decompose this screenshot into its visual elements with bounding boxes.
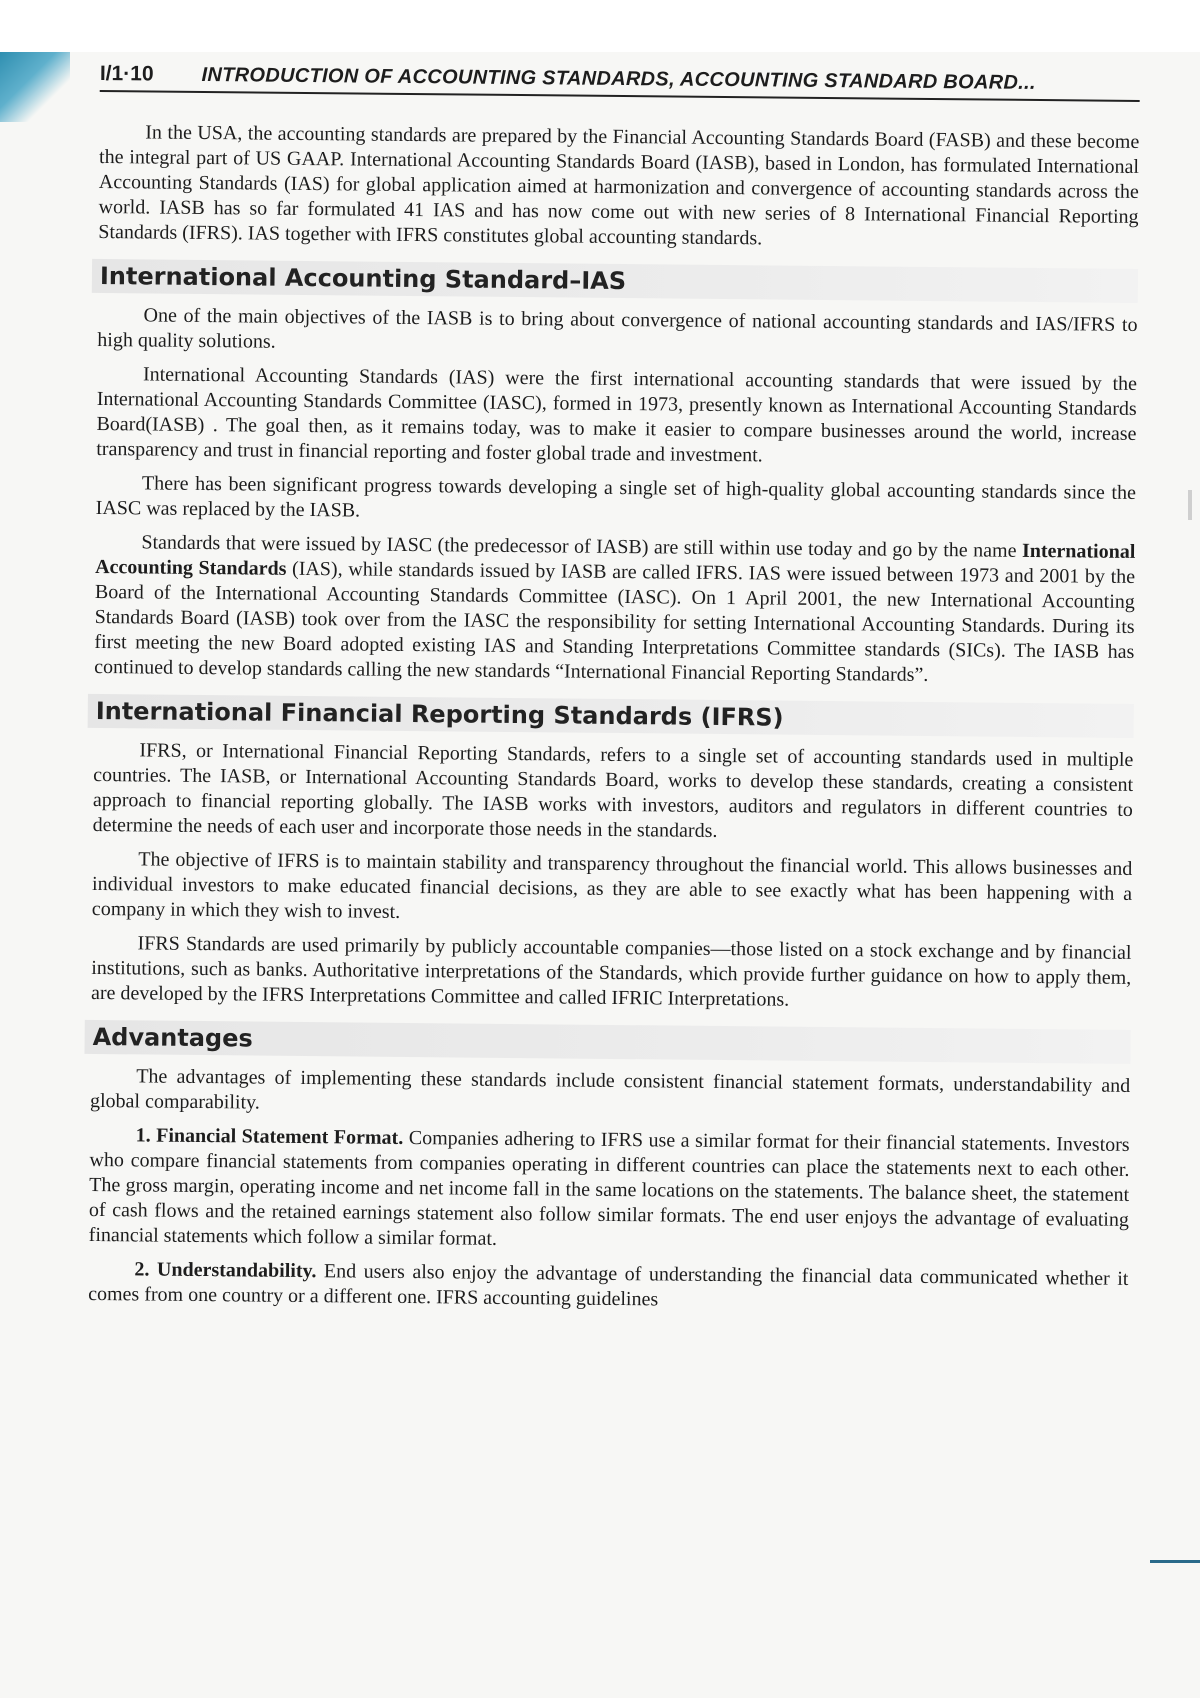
item-text: End users also enjoy the advantage of understanding the financial data communicated whether it comes from one country or a different one. IFRS accounting guidelines	[88, 1260, 1129, 1311]
ias-p4-bold-term: International Accounting Standards	[95, 539, 1136, 580]
ias-paragraph-4	[94, 530, 1135, 690]
intro-paragraph: In the USA, the accounting standards are prepared by the Financial Accounting Standards Board (FASB) and these become the integral part of US GAAP. International Accounting Standards Board (IASB), based in London, has formulated International Accounting Standards (IAS) for global application aimed at harmonization and convergence of accounting standards across the world. IASB has so far formulated 41 IAS and has now come out with new series of 8 International Financial Reporting Standards (IFRS). IAS together with IFRS constitutes global accounting standards.	[98, 121, 1140, 250]
item-title: Financial Statement Format.	[156, 1124, 404, 1149]
page-corner-shadow	[0, 52, 70, 122]
book-page	[88, 62, 1140, 1326]
item-text: Companies adhering to IFRS use a similar format for their financial statements. Investors who compare financial statements from companies operating in different countries can place the statements next to each other. The gross margin, operating income and net income fall in the same locations on the statements. The balance sheet, the statement of cash flows and the retained earnings statement also follow similar formats. The end user enjoys the advantage of evaluating financial statements which follow a similar format.	[88, 1126, 1130, 1250]
ias-paragraph-2: International Accounting Standards (IAS) were the first international accounting standards that were issued by the International Accounting Standards Committee (IASC), formed in 1973, presently known as International Accounting Standards Board(IASB) . The goal then, as it remains today, was to make it easier to compare businesses around the world, increase transparency and trust in financial reporting and foster global trade and investment.	[96, 363, 1138, 467]
ias-p4-rest: (IAS), while standards issued by IASB are called IFRS. IAS were issued between 1973 and 2001 by the Board of the International Accounting Standards Committee (IASC). On 1 April 2001, the new International Accounting Standards Board (IASB) took over from the IASC the responsibility for setting International Accounting Standards. During its first meeting the new Board adopted existing IAS and Standing Interpretations Committee standards (SICs). The IASB has continued to develop standards calling the new standards “International Financial Reporting Standards”.	[94, 557, 1136, 686]
ias-paragraph-3: There has been significant progress towards developing a single set of high-quality global accounting standards since the IASC was replaced by the IASB.	[95, 472, 1137, 522]
advantage-item-2	[88, 1257, 1128, 1317]
advantages-intro: The advantages of implementing these standards include consistent financial statement formats, understandability and global comparability.	[89, 1065, 1131, 1114]
chapter-title: INTRODUCTION OF ACCOUNTING STANDARDS, ACCOUNTING STANDARD BOARD...	[201, 63, 1036, 94]
advantages-heading: Advantages	[84, 1020, 1130, 1064]
item-number: 1.	[135, 1124, 151, 1147]
ifrs-paragraph-2: The objective of IFRS is to maintain stability and transparency throughout the financial world. This allows businesses and individual investors to make educated financial decisions, as they are able to see exactly what has been happening with a company in which they wish to invest.	[91, 848, 1133, 923]
item-title: Understandability.	[156, 1258, 317, 1283]
ias-heading: International Accounting Standard–IAS	[92, 259, 1138, 303]
ias-paragraph-1: One of the main objectives of the IASB is to bring about convergence of national accounting standards and IAS/IFRS to high quality solutions.	[97, 304, 1138, 353]
ias-p4-lead: Standards that were issued by IASC (the predecessor of IASB) are still within use today and go by the name	[141, 531, 1023, 562]
item-number: 2.	[134, 1258, 150, 1281]
edge-mark	[1188, 490, 1192, 520]
advantage-item-1	[89, 1123, 1130, 1258]
ifrs-heading: International Financial Reporting Standards (IFRS)	[88, 694, 1134, 738]
scan-background-top	[0, 0, 1200, 55]
page-number: I/1·10	[99, 62, 154, 86]
ifrs-paragraph-3: IFRS Standards are used primarily by publicly accountable companies—those listed on a stock exchange and by financial institutions, such as banks. Authoritative interpretations of the Standards, which provide further guidance on how to apply them, are developed by the IFRS Interpretations Committee and called IFRIC Interpretations.	[90, 932, 1132, 1011]
corner-mark	[1150, 1560, 1200, 1563]
ifrs-paragraph-1: IFRS, or International Financial Reporting Standards, refers to a single set of accounting standards used in multiple countries. The IASB, or International Accounting Standards Board, works to develop these standards, creating a consistent approach to financial reporting globally. The IASB works with investors, auditors and regulators in different countries to determine the needs of each user and incorporate those needs in the standards.	[92, 739, 1134, 842]
